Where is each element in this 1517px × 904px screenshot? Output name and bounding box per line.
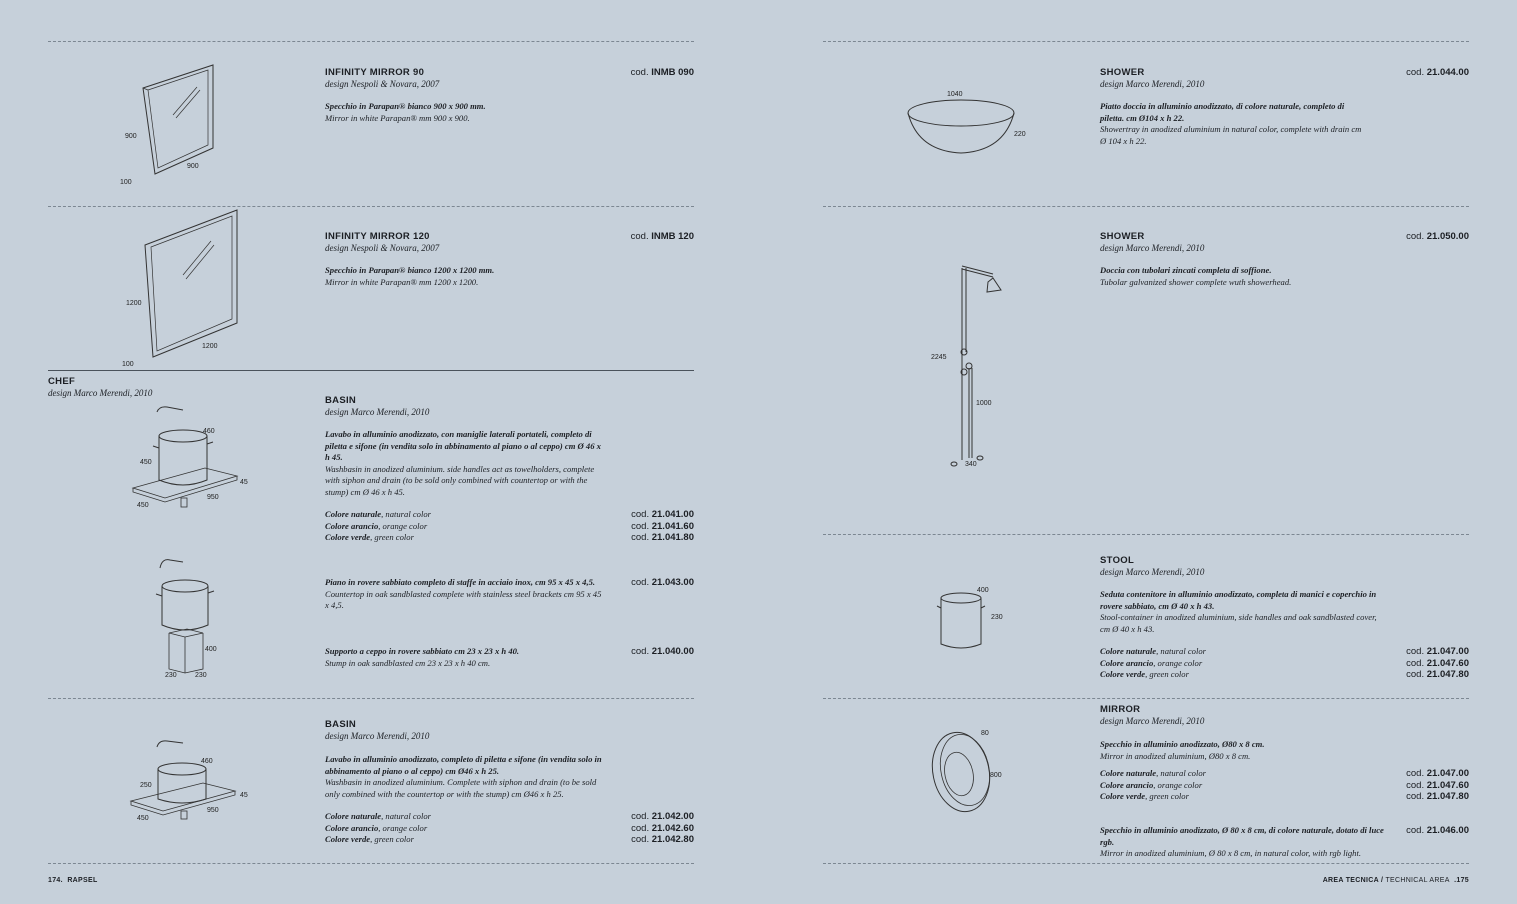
dim-label: 460 bbox=[201, 758, 213, 765]
divider bbox=[823, 41, 1469, 42]
designer: design Marco Merendi, 2010 bbox=[1100, 716, 1205, 726]
product-title: STOOL bbox=[1100, 555, 1135, 566]
description: Lavabo in alluminio anodizzato, con maniglie laterali portateli, completo di piletta e sifone (in vendita solo in abbinamento al piano o al ceppo) cm Ø 46 x h 45. Washbasin in anodized aluminium. side handles act as towelholders, complete with siphon and drain (to be sold only combined with countertop or with the stump) cm Ø 46 x h 45. bbox=[325, 429, 601, 497]
mirror-90-drawing bbox=[115, 60, 245, 190]
color-list bbox=[325, 509, 431, 544]
description: Specchio in Parapan® bianco 1200 x 1200 mm. Mirror in white Parapan® mm 1200 x 1200. bbox=[325, 265, 495, 287]
page-footer-left: 174. RAPSEL bbox=[48, 877, 98, 884]
basin-2-drawing bbox=[125, 735, 255, 825]
description: Doccia con tubolari zincati completa di soffione. Tubolar galvanized shower complete wuth showerhead. bbox=[1100, 265, 1292, 287]
dim-label: 45 bbox=[240, 792, 248, 799]
dim-label: 340 bbox=[965, 461, 977, 468]
product-code: cod. 21.043.00 bbox=[631, 577, 694, 588]
description: Seduta contenitore in alluminio anodizzato, completa di manici e coperchio in rovere sabbiato, cm Ø 40 x h 43. Stool-container in anodized aluminium, side handles and oak sandblasted cover, cm Ø 40 x h 43. bbox=[1100, 589, 1377, 634]
product-title: SHOWER bbox=[1100, 231, 1145, 242]
dim-label: 900 bbox=[187, 163, 199, 170]
color-row: Colore naturale, natural color bbox=[325, 811, 432, 821]
description: Specchio in Parapan® bianco 900 x 900 mm. Mirror in white Parapan® mm 900 x 900. bbox=[325, 101, 486, 123]
dim-label: 230 bbox=[165, 672, 177, 679]
designer: design Marco Merendi, 2010 bbox=[1100, 79, 1205, 89]
dim-label: 1200 bbox=[126, 300, 142, 307]
mirror-120-drawing bbox=[115, 205, 265, 370]
dim-label: 230 bbox=[195, 672, 207, 679]
color-row: Colore naturale, natural color bbox=[1100, 768, 1207, 778]
color-row: Colore verde, green color bbox=[1100, 669, 1189, 679]
dim-label: 450 bbox=[137, 502, 149, 509]
color-row: Colore verde, green color bbox=[1100, 791, 1189, 801]
code-list: cod. 21.041.00 cod. 21.041.60 cod. 21.041.80 bbox=[631, 509, 694, 543]
divider bbox=[823, 206, 1469, 207]
collection-title: CHEF bbox=[48, 376, 76, 387]
dim-label: 900 bbox=[125, 133, 137, 140]
dim-label: 950 bbox=[207, 494, 219, 501]
dim-label: 450 bbox=[137, 815, 149, 822]
color-list bbox=[1100, 768, 1206, 803]
round-mirror-drawing bbox=[925, 722, 1015, 822]
description: Piano in rovere sabbiato completo di staffe in acciaio inox, cm 95 x 45 x 4,5. Countertop in oak sandblasted complete with stainless steel brackets cm 95 x 45 x 4,5. bbox=[325, 577, 602, 610]
dim-label: 100 bbox=[120, 179, 132, 186]
divider bbox=[48, 41, 694, 42]
divider bbox=[823, 534, 1469, 535]
dim-label: 80 bbox=[981, 730, 989, 737]
dim-label: 250 bbox=[140, 782, 152, 789]
dim-label: 100 bbox=[122, 361, 134, 368]
basin-stump-drawing bbox=[145, 553, 245, 683]
color-row: Colore arancio, orange color bbox=[325, 822, 428, 833]
code-list: cod. 21.047.00 cod. 21.047.60 cod. 21.047.80 bbox=[1406, 768, 1469, 802]
designer: design Marco Merendi, 2010 bbox=[1100, 567, 1205, 577]
dim-label: 220 bbox=[1014, 131, 1026, 138]
divider bbox=[48, 698, 694, 699]
color-row: Colore verde, green color bbox=[325, 834, 414, 844]
product-title: SHOWER bbox=[1100, 67, 1145, 78]
page-footer-right: AREA TECNICA / TECHNICAL AREA .175 bbox=[1322, 877, 1469, 884]
divider bbox=[48, 370, 694, 371]
description: Specchio in alluminio anodizzato, Ø80 x 8 cm. Mirror in anodized aluminium, Ø80 x 8 cm. bbox=[1100, 739, 1265, 761]
designer: design Nespoli & Novara, 2007 bbox=[325, 79, 440, 89]
product-code: cod. 21.040.00 bbox=[631, 646, 694, 657]
designer: design Marco Merendi, 2010 bbox=[325, 731, 430, 741]
designer: design Nespoli & Novara, 2007 bbox=[325, 243, 440, 253]
dim-label: 2245 bbox=[931, 354, 947, 361]
dim-label: 1040 bbox=[947, 91, 963, 98]
product-title: BASIN bbox=[325, 719, 357, 730]
product-code: cod. INMB 120 bbox=[630, 231, 694, 242]
divider bbox=[823, 698, 1469, 699]
color-row: Colore arancio, orange color bbox=[325, 520, 428, 531]
basin-drawing bbox=[125, 400, 255, 515]
product-title: INFINITY MIRROR 120 bbox=[325, 231, 430, 242]
dim-label: 950 bbox=[207, 807, 219, 814]
code-list: cod. 21.047.00 cod. 21.047.60 cod. 21.047.80 bbox=[1406, 646, 1469, 680]
dim-label: 230 bbox=[991, 614, 1003, 621]
color-list bbox=[325, 811, 431, 846]
product-title: INFINITY MIRROR 90 bbox=[325, 67, 425, 78]
color-row: Colore naturale, natural color bbox=[325, 509, 432, 519]
dim-label: 45 bbox=[240, 479, 248, 486]
color-row: Colore verde, green color bbox=[325, 532, 414, 542]
divider bbox=[48, 863, 694, 864]
description: Piatto doccia in alluminio anodizzato, di colore naturale, completo di piletta. cm Ø104 x h 22. Showertray in anodized aluminium in natural color, complete with drain cm Ø 104 x h 22. bbox=[1100, 101, 1362, 146]
dim-label: 1000 bbox=[976, 400, 992, 407]
description: Supporto a ceppo in rovere sabbiato cm 23 x 23 x h 40. Stump in oak sandblasted cm 23 x 23 x h 40 cm. bbox=[325, 646, 520, 668]
shower-tray-drawing bbox=[900, 85, 1030, 155]
dim-label: 450 bbox=[140, 459, 152, 466]
dim-label: 460 bbox=[203, 428, 215, 435]
divider bbox=[823, 863, 1469, 864]
color-list bbox=[1100, 646, 1206, 681]
description: Lavabo in alluminio anodizzato, completo di piletta e sifone (in vendita solo in abbinamento al piano o al ceppo) cm Ø46 x h 25. Washbasin in anodized aluminium. Complete with siphon and drain (to be sold only combined with the countertop or with the stump) cm Ø46 x h 25. bbox=[325, 754, 602, 799]
color-row: Colore naturale, natural color bbox=[1100, 646, 1207, 656]
stool-drawing bbox=[925, 580, 1015, 660]
product-code: cod. 21.044.00 bbox=[1406, 67, 1469, 78]
product-title: MIRROR bbox=[1100, 704, 1141, 715]
designer: design Marco Merendi, 2010 bbox=[48, 388, 153, 398]
shower-column-drawing bbox=[925, 260, 1015, 480]
code-list: cod. 21.042.00 cod. 21.042.60 cod. 21.042.80 bbox=[631, 811, 694, 845]
dim-label: 400 bbox=[205, 646, 217, 653]
product-code: cod. 21.050.00 bbox=[1406, 231, 1469, 242]
product-title: BASIN bbox=[325, 395, 357, 406]
designer: design Marco Merendi, 2010 bbox=[325, 407, 430, 417]
dim-label: 800 bbox=[990, 772, 1002, 779]
color-row: Colore arancio, orange color bbox=[1100, 779, 1203, 790]
product-code: cod. INMB 090 bbox=[630, 67, 694, 78]
description: Specchio in alluminio anodizzato, Ø 80 x 8 cm, di colore naturale, dotato di luce rgb. Mirror in anodized aluminium, Ø 80 x 8 cm, in natural color, with rgb light. bbox=[1100, 825, 1384, 858]
product-code: cod. 21.046.00 bbox=[1406, 825, 1469, 836]
dim-label: 1200 bbox=[202, 343, 218, 350]
designer: design Marco Merendi, 2010 bbox=[1100, 243, 1205, 253]
dim-label: 400 bbox=[977, 587, 989, 594]
color-row: Colore arancio, orange color bbox=[1100, 657, 1203, 668]
